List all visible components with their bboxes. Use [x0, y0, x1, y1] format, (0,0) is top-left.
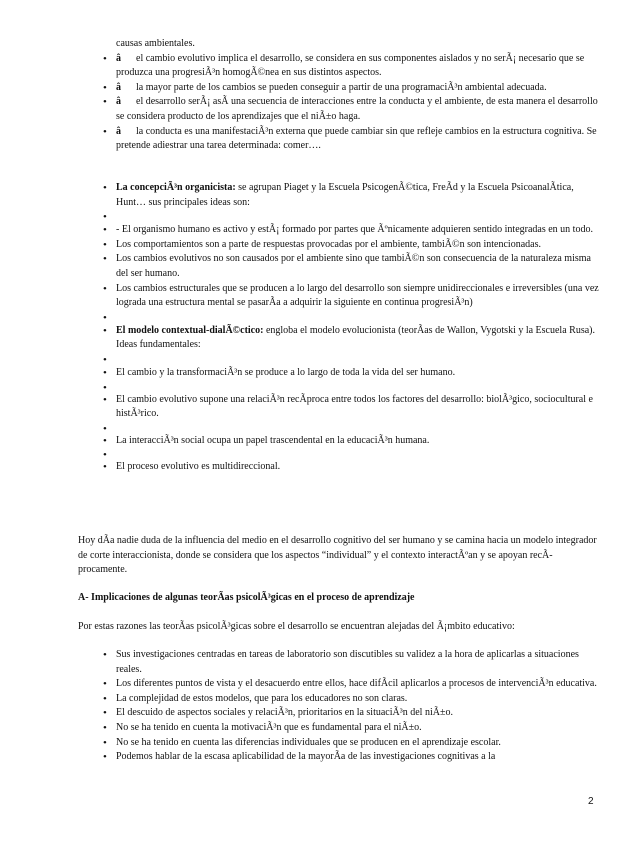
contextual-title: El modelo contextual-dialÃ©ctico: [116, 324, 264, 336]
list-item-text: el desarrollo serÃ¡ asÃ una secuencia de interacciones entre la conducta y el ambiente, de esta manera el desarrollo se considera producto de los aprendizajes que el niÃ±o haga. [116, 96, 598, 122]
list-item: • El proceso evolutivo es multidireccional. [103, 460, 599, 475]
list-item: • La complejidad de estos modelos, que para los educadores no son claras. [103, 692, 603, 707]
list-item: • Sus investigaciones centradas en tareas de laboratorio son discutibles su validez a la hora de aplicarlas a situaciones reales. [103, 648, 603, 677]
spacer [103, 210, 599, 223]
contextual-intro: engloba el modelo evolucionista (teorÃas de Wallon, Vygotski y la Escuela Rusa). Ideas fundamentales: [116, 324, 595, 351]
bullet-marker: â [116, 81, 121, 93]
body-paragraph: Hoy dÃa nadie duda de la influencia del medio en el desarrollo cognitivo del ser humano y se camina hacia un modelo integrador de corte interaccionista, donde se considera que los aspectos “individual” y el contexto interactÃºan y se apoyan recÃprocamente. [78, 535, 597, 576]
organicist-title: La concepciÃ³n organicista: [116, 182, 236, 193]
models-list [103, 181, 599, 475]
list-item: • No se ha tenido en cuenta las diferencias individuales que se producen en el aprendizaje escolar. [103, 736, 603, 751]
list-item: • - El organismo humano es activo y estÃ¡ formado por partes que Ãºnicamente adquieren sentido integradas en un todo. [103, 223, 599, 238]
spacer [103, 422, 599, 434]
spacer [103, 448, 599, 460]
list-item [103, 52, 599, 81]
bullet-marker: â [116, 52, 121, 64]
list-continuation: causas ambientales. [116, 38, 195, 49]
list-item-text: la conducta es una manifestaciÃ³n externa que puede cambiar sin que refleje cambios en la estructura cognitiva. Se pretende adiestrar una tarea determinada: comer…. [116, 125, 597, 152]
list-item: • La interacciÃ³n social ocupa un papel trascendental en la educaciÃ³n humana. [103, 434, 599, 449]
list-item: • Podemos hablar de la escasa aplicabilidad de la mayorÃa de las investigaciones cognitivas a la [103, 750, 603, 765]
organicist-intro: se agrupan Piaget y la Escuela PsicogenÃ©tica, FreÃd y la Escuela PsicoanalÃtica, Hunt… sus principales ideas son: [116, 182, 574, 208]
organicist-heading-item [103, 181, 599, 210]
list-item: • No se ha tenido en cuenta la motivaciÃ³n que es fundamental para el niÃ±o. [103, 721, 603, 736]
list-item: • El cambio evolutivo supone una relaciÃ³n recÃproca entre todos los factores del desarrollo: biolÃ³gico, sociocultural e histÃ³rico. [103, 393, 599, 422]
page-number: 2 [588, 796, 594, 807]
list-item-text: el cambio evolutivo implica el desarrollo, se considera en sus componentes aislados y no serÃ¡ necesario que se produzca una progresiÃ³n homogÃ©nea en sus distintos aspectos. [116, 52, 585, 79]
spacer [103, 311, 599, 324]
list-item-text: la mayor parte de los cambios se pueden conseguir a partir de una programaciÃ³n ambiental adecuada. [136, 81, 547, 93]
list-item: • Los cambios evolutivos no son causados por el ambiente sino que tambiÃ©n son consecuencia de la naturaleza misma del ser humano. [103, 252, 599, 281]
bullet-marker: â [116, 96, 121, 108]
spacer [103, 381, 599, 393]
list-item [103, 125, 599, 154]
section-heading: A- Implicaciones de algunas teorÃas psicolÃ³gicas en el proceso de aprendizaje [78, 592, 415, 603]
list-item: • El cambio y la transformaciÃ³n se produce a lo largo de toda la vida del ser humano. [103, 366, 599, 381]
body-paragraph: Por estas razones las teorÃas psicolÃ³gicas sobre el desarrollo se encuentran alejadas del Ã¡mbito educativo: [78, 621, 515, 632]
list-item: • Los cambios estructurales que se producen a lo largo del desarrollo son siempre unidireccionales e irreversibles (una vez lograda una estructura mental se pasarÃa a adquirir la siguiente en continua progresiÃ³n) [103, 282, 599, 311]
behaviorist-list [103, 37, 599, 154]
bullet-marker: â [116, 125, 121, 137]
implications-list [103, 648, 603, 765]
list-item [103, 81, 599, 96]
list-item [103, 95, 599, 124]
spacer [103, 353, 599, 366]
contextual-heading-item [103, 324, 599, 353]
list-item: • El descuido de aspectos sociales y relaciÃ³n, prioritarios en la situaciÃ³n del niÃ±o. [103, 706, 603, 721]
list-item: • Los diferentes puntos de vista y el desacuerdo entre ellos, hace difÃcil aplicarlos a procesos de intervenciÃ³n educativa. [103, 677, 603, 692]
list-item: • Los comportamientos son a parte de respuestas provocadas por el ambiente, tambiÃ©n son intencionadas. [103, 238, 599, 253]
